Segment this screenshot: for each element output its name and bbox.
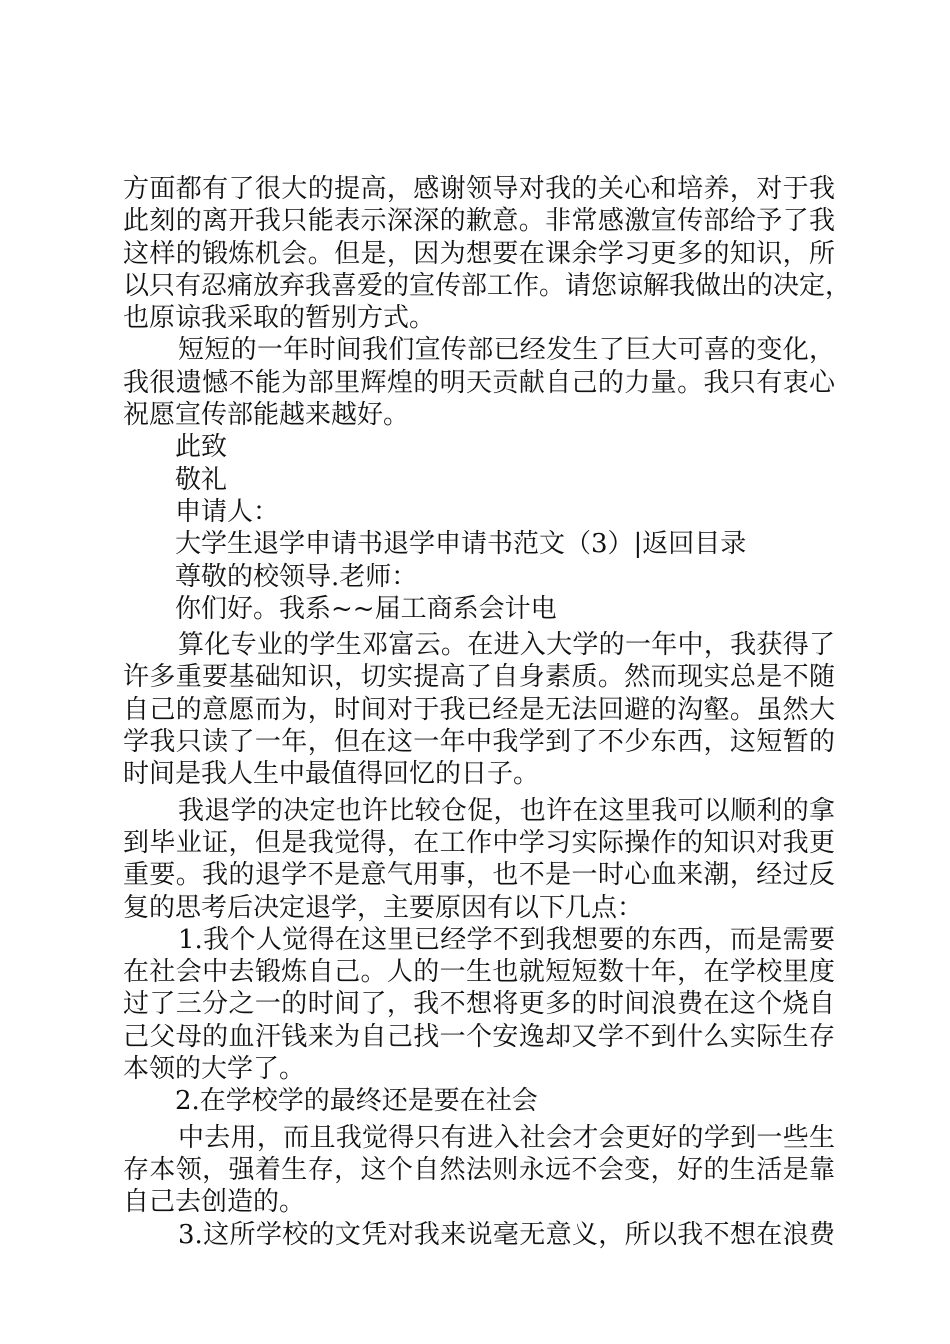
- body-line: 祝愿宣传部能越来越好。: [123, 400, 410, 431]
- body-line: 存本领，强着生存，这个自然法则永远不会变，好的生活是靠: [123, 1154, 835, 1185]
- paragraph-first-line: 算化专业的学生邓富云。在进入大学的一年中，我获得了: [178, 630, 835, 661]
- body-line: 重要。我的退学不是意气用事，也不是一时心血来潮，经过反: [123, 860, 835, 891]
- body-line: 这样的锻炼机会。但是，因为想要在课余学习更多的知识，所: [123, 238, 835, 269]
- intro-line: 你们好。我系~~届工商系会计电: [175, 593, 557, 624]
- body-line: 己父母的血汗钱来为自己找一个安逸却又学不到什么实际生存: [123, 1021, 835, 1052]
- body-line: 在社会中去锻炼自己。人的一生也就短短数十年，在学校里度: [123, 957, 835, 988]
- body-line: 自己去创造的。: [123, 1187, 306, 1218]
- body-line: 我很遗憾不能为部里辉煌的明天贡献自己的力量。我只有衷心: [123, 367, 835, 398]
- list-item-3: 3.这所学校的文凭对我来说毫无意义，所以我不想在浪费: [178, 1219, 835, 1250]
- body-line: 到毕业证，但是我觉得，在工作中学习实际操作的知识对我更: [123, 827, 835, 858]
- letter-body: [123, 173, 852, 1251]
- body-line: 此刻的离开我只能表示深深的歉意。非常感激宣传部给予了我: [123, 206, 835, 237]
- list-item-2: 2.在学校学的最终还是要在社会: [175, 1086, 538, 1117]
- body-line: 以只有忍痛放弃我喜爱的宣传部工作。请您谅解我做出的决定，: [123, 270, 852, 301]
- paragraph-first-line: 短短的一年时间我们宣传部已经发生了巨大可喜的变化，: [178, 335, 835, 366]
- applicant-label: 申请人：: [175, 496, 280, 527]
- letter-greeting: 尊敬的校领导.老师：: [175, 561, 418, 592]
- closing-salutation: 此致: [175, 432, 228, 463]
- body-line: 学我只读了一年，但在这一年中我学到了不少东西，这短暂的: [123, 727, 835, 758]
- body-line: 时间是我人生中最值得回忆的日子。: [123, 759, 540, 790]
- paragraph-first-line: 我退学的决定也许比较仓促，也许在这里我可以顺利的拿: [178, 795, 835, 826]
- body-line: 许多重要基础知识，切实提高了自身素质。然而现实总是不随: [123, 662, 835, 693]
- body-line: 本领的大学了。: [123, 1054, 306, 1085]
- body-line: 过了三分之一的时间了，我不想将更多的时间浪费在这个烧自: [123, 989, 835, 1020]
- body-line: 复的思考后决定退学，主要原因有以下几点：: [123, 892, 644, 923]
- list-item-1: 1.我个人觉得在这里已经学不到我想要的东西，而是需要: [178, 924, 835, 955]
- paragraph-first-line: 中去用，而且我觉得只有进入社会才会更好的学到一些生: [178, 1122, 835, 1153]
- section-heading: 大学生退学申请书退学申请书范文（3）|返回目录: [175, 529, 747, 560]
- body-line: 自己的意愿而为，时间对于我已经是无法回避的沟壑。虽然大: [123, 694, 835, 725]
- body-line: 也原谅我采取的暂别方式。: [123, 303, 436, 334]
- closing-regards: 敬礼: [175, 464, 228, 495]
- body-line: 方面都有了很大的提高，感谢领导对我的关心和培养，对于我: [123, 174, 835, 204]
